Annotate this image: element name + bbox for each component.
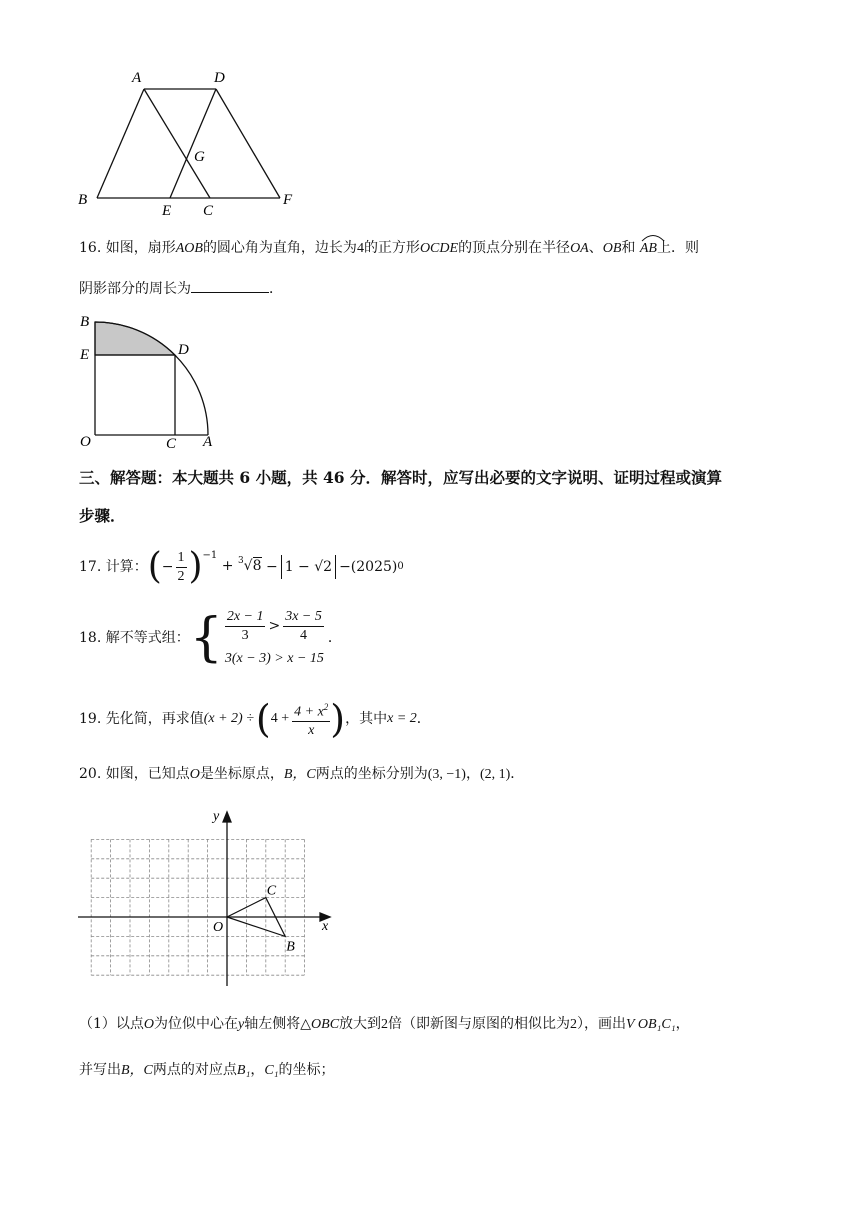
label-C: C: [203, 203, 214, 219]
paren-right: ): [188, 546, 203, 587]
label-O: O: [213, 920, 224, 935]
label-O: O: [80, 434, 91, 450]
q17: 17. 计算： ( − $\frac{1}{2}$ ) $^{-1}$ + $^3$√8 − 1 − √2 −(2025) 0: [79, 546, 404, 587]
segment-AB: [97, 89, 144, 198]
label-y: y: [213, 809, 220, 824]
shaded-region: [95, 322, 175, 355]
label-D: D: [178, 342, 189, 358]
label-A: A: [203, 434, 213, 450]
label-A: A: [132, 70, 142, 86]
label-D: D: [214, 70, 225, 86]
label-x: x: [322, 919, 329, 934]
q16-line1: 16. 如图，扇形AOB的圆心角为直角，边长为4的正方形OCDE的顶点分别在半径OA、OB和 AB上．则: [79, 238, 699, 259]
segment-DF: [216, 89, 280, 198]
label-B: B: [80, 314, 90, 330]
grid-lines: [91, 839, 304, 975]
q20-intro: 20. 如图，已知点O是坐标原点，B，C两点的坐标分别为(3, −1)，(2, 1)．: [79, 766, 525, 782]
q19: 19. 先化简，再求值 (x + 2) ÷ ( 4 + $\frac{4 + x^2}{x}$ ) ，其中 x = 2 ．: [79, 697, 431, 741]
label-E: E: [80, 347, 90, 363]
cube-root: + $^3$√8: [221, 556, 262, 574]
q20-sub1-line1: （1）以点O为位似中心在y轴左侧将△OBC放大到2倍（即新图与原图的相似比为2），画出V OB₁C₁，: [79, 1016, 690, 1032]
abs-value: 1 − √2: [281, 555, 336, 579]
figure-15: [70, 62, 310, 222]
label-F: F: [283, 192, 293, 208]
brace: {: [189, 608, 223, 668]
label-G: G: [194, 149, 205, 165]
fraction-half: $\frac{1}{2}$: [177, 549, 185, 584]
q16-number: 16.: [79, 240, 102, 256]
label-C: C: [166, 436, 177, 452]
paren-left: (: [147, 546, 162, 587]
fraction-4-plus-x2: $\frac{4 + x^2}{x}$: [292, 698, 330, 741]
q16-line2: 阴影部分的周长为 ．: [79, 278, 283, 299]
arc-ab: AB: [640, 238, 657, 259]
label-E: E: [162, 203, 172, 219]
answer-blank[interactable]: [191, 278, 269, 293]
coordinate-grid-figure: [76, 806, 346, 992]
section-heading: 三、解答题：本大题共 6 小题，共 46 分．解答时，应写出必要的文字说明、证明过程或演算 步骤．: [79, 468, 722, 525]
label-C: C: [266, 883, 277, 899]
label-B: B: [78, 192, 88, 208]
q18: 18. 解不等式组： { $\frac{2x - 1}{3}$ > $\frac{3x - 5}{4}$ 3(x − 3) > x − 15 ．: [79, 608, 342, 668]
inequality-system: $\frac{2x - 1}{3}$ > $\frac{3x - 5}{4}$ 3(x − 3) > x − 15: [224, 608, 324, 666]
label-B: B: [286, 939, 295, 955]
y-axis-arrow: [223, 812, 231, 822]
figure-16: [76, 308, 226, 453]
q20-sub1-line2: 并写出B，C两点的对应点B₁，C₁的坐标；: [79, 1062, 335, 1078]
